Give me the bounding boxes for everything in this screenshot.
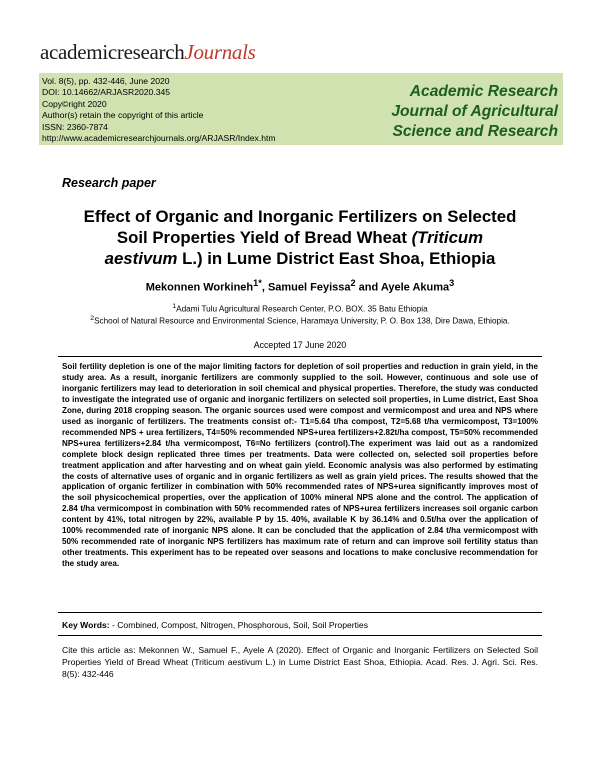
corresponding-mark: * — [258, 278, 262, 288]
title-line: Effect of Organic and Inorganic Fertilizers on Selected — [83, 207, 517, 226]
author-sup: 1 — [253, 278, 259, 288]
author-name: Ayele Akuma — [380, 281, 450, 294]
title-text: L.) in Lume District East Shoa, Ethiopia — [177, 249, 496, 268]
affiliation-sup: 1 — [172, 303, 177, 310]
title-line — [40, 248, 560, 269]
meta-copyright: Copy©right 2020 — [42, 98, 107, 109]
affiliation-sup: 2 — [90, 315, 95, 322]
publisher-logo — [40, 40, 256, 65]
keywords-label: Key Words: — [62, 620, 110, 630]
meta-volume: Vol. 8(5), pp. 432-446, June 2020 — [42, 76, 170, 86]
author-name: Mekonnen Workineh — [145, 281, 254, 294]
meta-issn: ISSN: 2360-7874 — [42, 121, 108, 132]
paper-title — [40, 206, 560, 269]
accepted-date: Accepted 17 June 2020 — [253, 340, 347, 350]
citation: Cite this article as: Mekonnen W., Samuel F., Ayele A (2020). Effect of Organic and Inorganic Fertilizers on Selected Soil Properties Yield of Bread Wheat (Triticum aestivum L.) in Lume District East Shoa, Ethiopia. Acad. Res. J. Agri. Sci. Res. 8(5): 432-446 — [62, 645, 538, 680]
abstract-text: Soil fertility depletion is one of the major limiting factors for depletion of soil properties and reduction in grain yield, in the study area. As a result, inorganic fertilizers are commonly supplied to the soil. However, continuous and sole use of inorganic fertilizers may lead to deterioration in soil chemical and physical properties. Therefore, the study was conducted to investigate the integrated use of organic and inorganic fertilizers on selected soil properties, in Lume district, East Shoa Zone, during 2018 cropping season. The organic sources used were compost and vermicompost and urea and NPS where used as inorganic of fertilizers. The treatments consist of:- T1=5.64 t/ha compost, T2=5.68 t/ha vermicompost, T3=100% recommended NPS + urea fertilizers, T4=50% recommended NPS+urea fertilizers+2.82t/ha compost, T5=50% recommended NPS+urea fertilizers+2.84 t/ha vermicompost, T6=No fertilizers (control).The experiment was laid out as a randomized complete block design replicated three times per treatments. Data were collected on, selected soil properties before treatment application and after harvesting and on wheat gain yield. Economic analysis was also performed by estimating the costs of alternative uses of organic and in organic fertilizers as well as grain yield prices. The results showed that the application of organic fertilizer in combination with 50% recommended rates of NPS+urea significantly improves most of the soil physicochemical properties, over the application of 100% mineral NPS alone and the control. The application of 2.84 t/ha vermicompost in combination with 50% recommended rates of NPS+urea fertilizers increases soil organic carbon content by 41%, total nitrogen by 22%, available P by 15. 40%, available K by 36.14% and 0.5t/ha over the application of 100% recommended rate of inorganic NPS alone. It can be concluded that the application of 2.84 t/ha vermicompost with 50% recommended rate of inorganic NPS fertilizers has maximum rate of return and can improve soil fertility status than other treatments. This experiment has to be repeated over seasons and locations to make conclusive recommendation for the study area. — [62, 362, 538, 569]
title-species: (Triticum — [411, 228, 484, 247]
author-separator: and — [355, 281, 381, 294]
paper-type: Research paper — [62, 176, 156, 190]
publisher-logo-part1: academicresearch — [40, 40, 185, 64]
author-name: Samuel Feyissa — [267, 281, 351, 294]
author-sup: 2 — [350, 278, 356, 288]
journal-name-line: Academic Research — [409, 83, 558, 100]
affiliation-text: School of Natural Resource and Environmental Science, Haramaya University, P. O. Box 138, Dire Dawa, Ethiopia. — [94, 316, 510, 326]
author-sup: 3 — [449, 278, 455, 288]
publisher-logo-part2: Journals — [184, 40, 256, 64]
divider — [58, 635, 542, 636]
title-text: Soil Properties Yield of Bread Wheat — [116, 228, 412, 247]
affiliation-text: Adami Tulu Agricultural Research Center, P.O. BOX. 35 Batu Ethiopia — [176, 304, 428, 314]
affiliation — [40, 303, 560, 314]
title-species: aestivum — [104, 249, 178, 268]
journal-name — [391, 82, 558, 142]
meta-doi: DOI: 10.14662/ARJASR2020.345 — [42, 87, 171, 98]
journal-meta — [42, 76, 276, 144]
affiliation — [40, 315, 560, 326]
keywords-text: - Combined, Compost, Nitrogen, Phosphorous, Soil, Soil Properties — [109, 620, 369, 630]
meta-rights: Author(s) retain the copyright of this article — [42, 110, 204, 121]
journal-name-line: Journal of Agricultural — [391, 103, 558, 120]
meta-url-link[interactable]: http://www.academicresearchjournals.org/ARJASR/Index.htm — [42, 133, 276, 144]
journal-name-line: Science and Research — [392, 123, 558, 140]
keywords — [62, 620, 368, 630]
author-list — [40, 278, 560, 294]
author-separator: , — [261, 281, 268, 294]
title-line — [40, 227, 560, 248]
